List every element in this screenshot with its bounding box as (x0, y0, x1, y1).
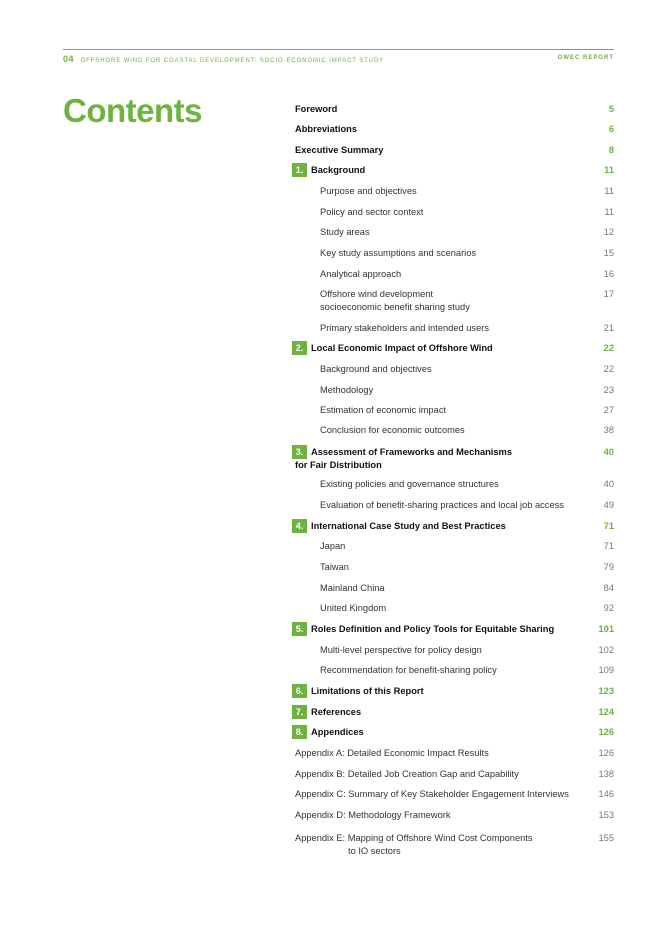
toc-page-number: 16 (603, 269, 614, 279)
toc-entry-title (295, 446, 512, 472)
toc-entry-title-line: Mainland China (320, 583, 385, 593)
toc-page-number: 153 (598, 810, 614, 820)
toc-page-number: 155 (598, 833, 614, 843)
toc-page-number: 15 (603, 248, 614, 258)
toc-entry-title-line: Taiwan (320, 562, 349, 572)
toc-page-number: 40 (603, 447, 614, 457)
toc-entry-title (295, 809, 451, 822)
toc-entry-title-line: Recommendation for benefit-sharing policy (320, 665, 497, 675)
toc-entry-title (320, 404, 446, 417)
toc-entry-title (295, 832, 533, 858)
toc-entry-title (320, 226, 370, 239)
toc-entry-title (311, 164, 365, 177)
toc-entry-title (320, 664, 497, 677)
toc-entry-title-line: References (311, 707, 362, 717)
section-number-badge: 2. (292, 341, 307, 355)
running-title: OFFSHORE WIND FOR COASTAL DEVELOPMENT: SOCIO-ECONOMIC IMPACT STUDY (80, 58, 385, 64)
section-number-badge: 1. (292, 163, 307, 177)
toc-entry-title-line: Limitations of this Report (311, 686, 424, 696)
toc-page-number: 146 (598, 789, 614, 799)
toc-page-number: 23 (603, 385, 614, 395)
toc-entry-title (320, 384, 373, 397)
toc-entry-title-line: Assessment of Frameworks and Mechanisms (311, 447, 512, 457)
toc-entry-title-line: Abbreviations (295, 124, 357, 134)
toc-entry-title-line: Appendix C: Summary of Key Stakeholder Engagement Interviews (295, 789, 569, 799)
toc-page-number: 22 (603, 364, 614, 374)
report-name: OWEC REPORT (557, 55, 614, 61)
toc-page-number: 71 (603, 541, 614, 551)
toc-entry-title-line: Analytical approach (320, 269, 402, 279)
toc-page-number: 5 (608, 104, 614, 114)
toc-entry-title-line: Offshore wind development (320, 289, 434, 299)
toc-page-number: 124 (598, 707, 614, 717)
toc-page-number: 6 (608, 124, 614, 134)
toc-entry-title-line: Background and objectives (320, 364, 432, 374)
toc-entry-title-line-2: for Fair Distribution (295, 460, 382, 470)
toc-entry-title (311, 520, 506, 533)
toc-page-number: 22 (603, 343, 614, 353)
toc-entry-title-line: Purpose and objectives (320, 186, 417, 196)
toc-page-number: 84 (603, 583, 614, 593)
section-number-badge: 4. (292, 519, 307, 533)
toc-entry-title-line: Existing policies and governance structures (320, 479, 499, 489)
toc-entry-title (320, 602, 386, 615)
toc-entry-title (320, 540, 345, 553)
toc-page-number: 12 (603, 227, 614, 237)
section-number-badge: 6. (292, 684, 307, 698)
toc-page-number: 102 (598, 645, 614, 655)
toc-entry-title (311, 706, 361, 719)
toc-page-number: 17 (603, 289, 614, 299)
toc-entry-title (320, 644, 482, 657)
toc-entry-title (295, 788, 569, 801)
section-number-badge: 8. (292, 725, 307, 739)
toc-entry-title-line: Methodology (320, 385, 374, 395)
toc-page-number: 11 (604, 186, 614, 196)
toc-page-number: 21 (603, 323, 614, 333)
toc-entry-title-line: Appendix D: Methodology Framework (295, 810, 451, 820)
toc-entry-title-line: Multi-level perspective for policy design (320, 645, 482, 655)
toc-entry-title (320, 424, 465, 437)
toc-entry-title (311, 685, 424, 698)
toc-page-number: 40 (603, 479, 614, 489)
toc-entry-title (320, 322, 489, 335)
toc-entry-title-line: Appendix A: Detailed Economic Impact Results (295, 748, 489, 758)
toc-page-number: 27 (603, 405, 614, 415)
section-number-badge: 5. (292, 622, 307, 636)
toc-entry-title (295, 123, 357, 136)
section-number-badge: 7. (292, 705, 307, 719)
toc-page-number: 123 (598, 686, 614, 696)
toc-entry-title-line: Policy and sector context (320, 207, 424, 217)
toc-entry-title (320, 478, 499, 491)
toc-entry-title-line: Executive Summary (295, 145, 384, 155)
toc-entry-title-line: Appendix E: Mapping of Offshore Wind Cost Components (295, 833, 533, 843)
toc-page-number: 8 (608, 145, 614, 155)
toc-entry-title-line: Appendix B: Detailed Job Creation Gap and Capability (295, 769, 519, 779)
toc-entry-title-line: Japan (320, 541, 346, 551)
toc-entry-title-line: Conclusion for economic outcomes (320, 425, 465, 435)
toc-entry-title-line: Roles Definition and Policy Tools for Equitable Sharing (311, 624, 555, 634)
toc-entry-title-line: Primary stakeholders and intended users (320, 323, 489, 333)
toc-entry-title (320, 561, 349, 574)
toc-entry-title (295, 103, 337, 116)
toc-entry-title-line: Background (311, 165, 366, 175)
toc-entry-title-line-2: socioeconomic benefit sharing study (320, 302, 470, 312)
toc-entry-title-line: Study areas (320, 227, 370, 237)
toc-entry-title (311, 623, 554, 636)
toc-page-number: 49 (603, 500, 614, 510)
toc-entry-title (295, 144, 383, 157)
section-number-badge: 3. (292, 445, 307, 459)
toc-page-number: 71 (603, 521, 614, 531)
toc-entry-title-line: Estimation of economic impact (320, 405, 447, 415)
toc-page-number: 101 (598, 624, 614, 634)
toc-entry-title-line: Appendices (311, 727, 364, 737)
toc-page-number: 11 (604, 165, 614, 175)
toc-entry-title (320, 582, 385, 595)
toc-entry-title-line: Local Economic Impact of Offshore Wind (311, 343, 493, 353)
toc-entry-title (320, 247, 476, 260)
toc-entry-title (320, 268, 401, 281)
toc-page-number: 109 (598, 665, 614, 675)
toc-entry-title (311, 342, 493, 355)
toc-entry-title-line: Key study assumptions and scenarios (320, 248, 477, 258)
toc-page-number: 79 (603, 562, 614, 572)
table-of-contents (295, 0, 614, 936)
toc-entry-title-line: International Case Study and Best Practices (311, 521, 506, 531)
toc-entry-title-line: United Kingdom (320, 603, 387, 613)
toc-entry-title (295, 747, 489, 760)
toc-entry-title (295, 768, 519, 781)
page-title: Contents (63, 92, 202, 129)
toc-entry-title-line-2: to IO sectors (348, 846, 401, 856)
toc-page-number: 11 (604, 207, 614, 217)
toc-entry-title (320, 288, 470, 314)
toc-entry-title (320, 185, 417, 198)
toc-page-number: 126 (598, 748, 614, 758)
toc-entry-title (311, 726, 364, 739)
toc-entry-title (320, 206, 423, 219)
toc-page-number: 126 (598, 727, 614, 737)
toc-page-number: 92 (603, 603, 614, 613)
toc-entry-title-line: Foreword (295, 104, 338, 114)
toc-page-number: 138 (598, 769, 614, 779)
toc-entry-title (320, 363, 432, 376)
toc-page-number: 38 (603, 425, 614, 435)
toc-entry-title-line: Evaluation of benefit-sharing practices and local job access (320, 500, 564, 510)
toc-entry-title (320, 499, 564, 512)
page-number: 04 (63, 54, 75, 64)
